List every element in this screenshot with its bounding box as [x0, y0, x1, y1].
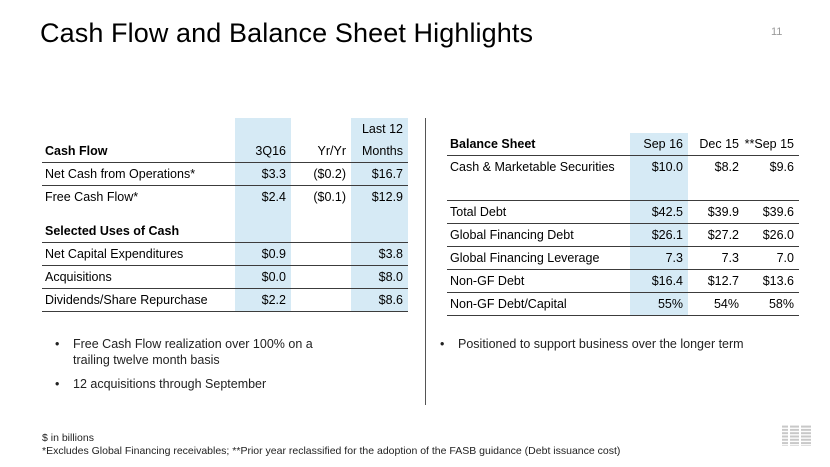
- cell-yryr: [291, 266, 351, 289]
- table-row: [447, 270, 799, 293]
- cf-col2-header: Yr/Yr: [291, 140, 351, 163]
- bullet-icon: •: [440, 337, 445, 351]
- cell-ltm: $3.8: [351, 243, 408, 266]
- footnote-units: $ in billions: [42, 432, 94, 444]
- uses-section-label: Selected Uses of Cash: [42, 220, 235, 243]
- table-row: [447, 224, 799, 247]
- cell-sep16: 7.3: [630, 247, 688, 270]
- cell-ltm: $16.7: [351, 163, 408, 186]
- cell-sep16: $26.1: [630, 224, 688, 247]
- cell-sep16: $10.0: [630, 156, 688, 179]
- cash-flow-header: [42, 140, 408, 163]
- row-label: Net Cash from Operations*: [42, 163, 235, 186]
- table-row: [42, 163, 408, 186]
- cell-sep16: $16.4: [630, 270, 688, 293]
- cell-sep15: $13.6: [744, 270, 799, 293]
- row-label: Total Debt: [447, 201, 630, 224]
- balance-sheet-header: [447, 133, 799, 156]
- cell-sep16: $42.5: [630, 201, 688, 224]
- cell-dec15: $27.2: [688, 224, 744, 247]
- ibm-logo-icon: [780, 419, 813, 452]
- bullet-text: 12 acquisitions through September: [73, 377, 267, 391]
- cell-3q16: $0.0: [235, 266, 291, 289]
- row-label: Free Cash Flow*: [45, 190, 139, 204]
- footnote-definitions: *Excludes Global Financing receivables; **Prior year reclassified for the adoption of the FASB guidance (Debt issuance cost): [42, 445, 621, 457]
- cell-sep15: 7.0: [744, 247, 799, 270]
- cf-col3-header-line1: Last 12: [351, 118, 408, 140]
- cell-dec15: 7.3: [688, 247, 744, 270]
- column-divider: [425, 118, 426, 405]
- row-label: Non-GF Debt/Capital: [447, 293, 630, 316]
- cell-yryr: ($0.2): [291, 163, 351, 186]
- cell-3q16: $2.4: [235, 186, 291, 209]
- cash-flow-header-top: [42, 118, 408, 140]
- right-bullet-list: [440, 336, 800, 360]
- slide-title: Cash Flow and Balance Sheet Highlights: [40, 18, 534, 48]
- row-label: Acquisitions: [42, 266, 235, 289]
- page-number: 11: [771, 26, 783, 38]
- cf-col1-header: 3Q16: [235, 140, 291, 163]
- bullet-item: [55, 336, 345, 368]
- bs-col1-header: Sep 16: [630, 133, 688, 156]
- bs-col3-header: **Sep 15: [744, 133, 799, 156]
- bullet-icon: •: [55, 337, 60, 351]
- table-row: [42, 186, 408, 209]
- row-label: Global Financing Debt: [447, 224, 630, 247]
- cash-flow-table: [42, 118, 408, 312]
- table-row: [42, 266, 408, 289]
- row-label: Net Capital Expenditures: [42, 243, 235, 266]
- cell-dec15: $12.7: [688, 270, 744, 293]
- cell-sep15: 58%: [744, 293, 799, 316]
- row-label: Global Financing Leverage: [447, 247, 630, 270]
- bullet-item: [440, 336, 800, 352]
- uses-section-header: [42, 220, 408, 243]
- bullet-text: Free Cash Flow realization over 100% on a trailing twelve month basis: [73, 337, 313, 367]
- cell-dec15: $8.2: [714, 160, 739, 174]
- bs-header-label: Balance Sheet: [447, 133, 630, 156]
- cell-ltm: $8.6: [351, 289, 408, 312]
- cell-3q16: $3.3: [235, 163, 291, 186]
- table-row: [42, 243, 408, 266]
- row-label: Non-GF Debt: [447, 270, 630, 293]
- left-bullet-list: [55, 336, 345, 400]
- bullet-item: [55, 376, 345, 392]
- row-label: Dividends/Share Repurchase: [42, 289, 235, 312]
- cell-dec15: $39.9: [688, 201, 744, 224]
- cell-ltm: $8.0: [351, 266, 408, 289]
- table-row: [447, 247, 799, 270]
- row-label: Cash & Marketable Securities: [450, 160, 615, 174]
- bullet-text: Positioned to support business over the longer term: [458, 337, 744, 351]
- cell-3q16: $0.9: [235, 243, 291, 266]
- table-row: [42, 289, 408, 312]
- balance-sheet-table: [447, 133, 799, 316]
- cell-dec15: 54%: [688, 293, 744, 316]
- cf-col3-header-line2: Months: [351, 140, 408, 163]
- table-row: [447, 293, 799, 316]
- cell-sep15: $39.6: [744, 201, 799, 224]
- cell-sep16: 55%: [630, 293, 688, 316]
- table-row: [447, 201, 799, 224]
- cell-sep15: $9.6: [769, 160, 794, 174]
- cell-3q16: $2.2: [235, 289, 291, 312]
- cell-sep15: $26.0: [744, 224, 799, 247]
- cell-ltm: $12.9: [351, 186, 408, 209]
- cell-yryr: [291, 289, 351, 312]
- cf-header-label: Cash Flow: [42, 140, 235, 163]
- bullet-icon: •: [55, 377, 60, 391]
- bs-col2-header: Dec 15: [688, 133, 744, 156]
- table-row: [447, 156, 799, 179]
- cell-yryr: [291, 243, 351, 266]
- cell-yryr: ($0.1): [313, 190, 346, 204]
